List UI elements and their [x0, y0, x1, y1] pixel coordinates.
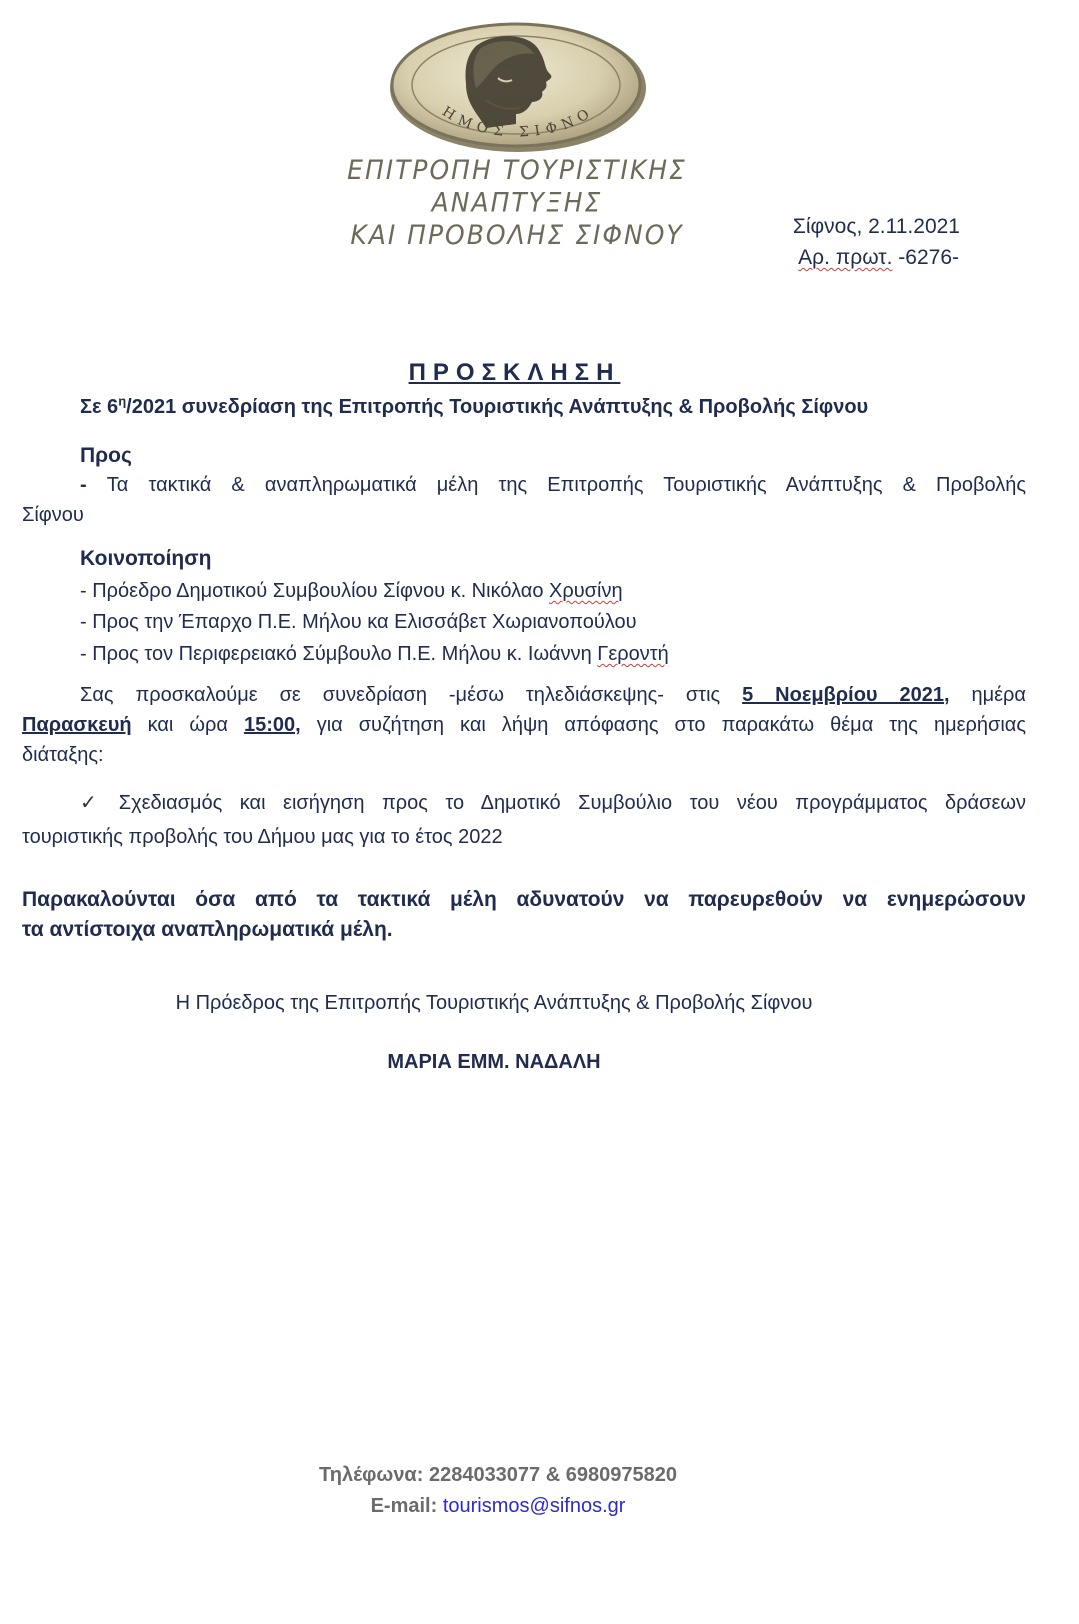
invitation-comma: , — [943, 684, 950, 706]
invitation-line — [80, 680, 1026, 711]
invitation-text: ημέρα — [971, 684, 1026, 706]
meeting-date: 5 Νοεμβρίου 2021 — [742, 684, 944, 706]
document-title: ΠΡΟΣΚΛΗΣΗ — [408, 359, 621, 386]
letterhead-line2: ΚΑΙ ΠΡΟΒΟΛΗΣ ΣΙΦΝΟΥ — [350, 219, 684, 251]
document-subtitle — [80, 391, 1040, 423]
recipients-text: Τα τακτικά & αναπληρωματικά μέλη της Επιτροπής Τουριστικής Ανάπτυξης & Προβολής — [106, 474, 1027, 496]
invitation-text: και ώρα — [147, 714, 228, 736]
letterhead-title — [318, 154, 716, 252]
protocol-prefix: Αρ. πρωτ. — [798, 246, 893, 269]
subtitle-text: /2021 συνεδρίαση της Επιτροπής Τουριστικής Ανάπτυξης & Προβολής Σίφνου — [126, 396, 869, 418]
invitation-text: Σας προσκαλούμε σε συνεδρίαση -μέσω τηλεδιάσκεψης- στις — [80, 684, 721, 706]
subtitle-sup: η — [118, 393, 127, 409]
recipients-dash: - — [80, 474, 107, 496]
cc-item-name: Χρυσίνη — [549, 580, 623, 602]
email-link[interactable]: tourismos@sifnos.gr — [442, 1495, 626, 1517]
document-date: Σίφνος, 2.11.2021 — [792, 215, 960, 238]
cc-item-text: - Προς τον Περιφερειακό Σύμβουλο Π.Ε. Μήλου κ. Ιωάννη — [80, 643, 598, 665]
letterhead-line1: ΕΠΙΤΡΟΠΗ ΤΟΥΡΙΣΤΙΚΗΣ ΑΝΑΠΤΥΞΗΣ — [347, 154, 687, 218]
checkmark-icon: ✓ — [80, 792, 109, 814]
agenda-text: Σχεδιασμός και εισήγηση προς το Δημοτικό Συμβούλιο του νέου προγράμματος δράσεων — [118, 792, 1026, 814]
cc-item — [80, 576, 623, 607]
invitation-text: για συζήτηση και λήψη απόφασης στο παρακάτω θέμα της ημερήσιας — [316, 714, 1026, 736]
signatory-role: Η Πρόεδρος της Επιτροπής Τουριστικής Ανάπτυξης & Προβολής Σίφνου — [175, 992, 813, 1014]
email-label: E-mail: — [370, 1495, 443, 1517]
protocol-number — [720, 243, 959, 273]
cc-heading: Κοινοποίηση — [80, 547, 212, 570]
subtitle-prefix: Σε 6 — [80, 396, 119, 418]
recipients-heading: Προς — [80, 444, 132, 467]
contact-email — [0, 1491, 996, 1521]
meeting-day: Παρασκευή — [22, 714, 132, 736]
meeting-time: 15:00, — [243, 714, 301, 736]
coin-seal-icon — [326, 18, 706, 158]
seal-text: ΗΜΟΣ ΣΙΦΝΟ — [439, 103, 598, 141]
signatory-name: ΜΑΡΙΑ ΕΜΜ. ΝΑΔΑΛΗ — [387, 1051, 601, 1073]
cc-item: - Προς την Έπαρχο Π.Ε. Μήλου κα Ελισσάβετ Χωριανοπούλου — [80, 611, 637, 633]
agenda-item — [80, 788, 1026, 819]
notice-line: Παρακαλούνται όσα από τα τακτικά μέλη αδυνατούν να παρευρεθούν να ενημερώσουν — [22, 888, 1026, 911]
agenda-item-cont: τουριστικής προβολής του Δήμου μας για το έτος 2022 — [22, 826, 503, 848]
invitation-line: διάταξης: — [22, 744, 104, 766]
invitation-line — [22, 710, 1026, 741]
cc-item-text: - Πρόεδρο Δημοτικού Συμβουλίου Σίφνου κ. Νικόλαο — [80, 580, 550, 602]
cc-item-name: Γεροντή — [597, 643, 669, 665]
notice-line: τα αντίστοιχα αναπληρωματικά μέλη. — [22, 918, 393, 941]
recipients-line — [80, 470, 1026, 501]
cc-item — [80, 639, 669, 670]
contact-phones: Τηλέφωνα: 2284033077 & 6980975820 — [319, 1464, 677, 1486]
recipients-line-cont: Σίφνου — [22, 504, 84, 526]
protocol-value: -6276- — [892, 246, 959, 269]
